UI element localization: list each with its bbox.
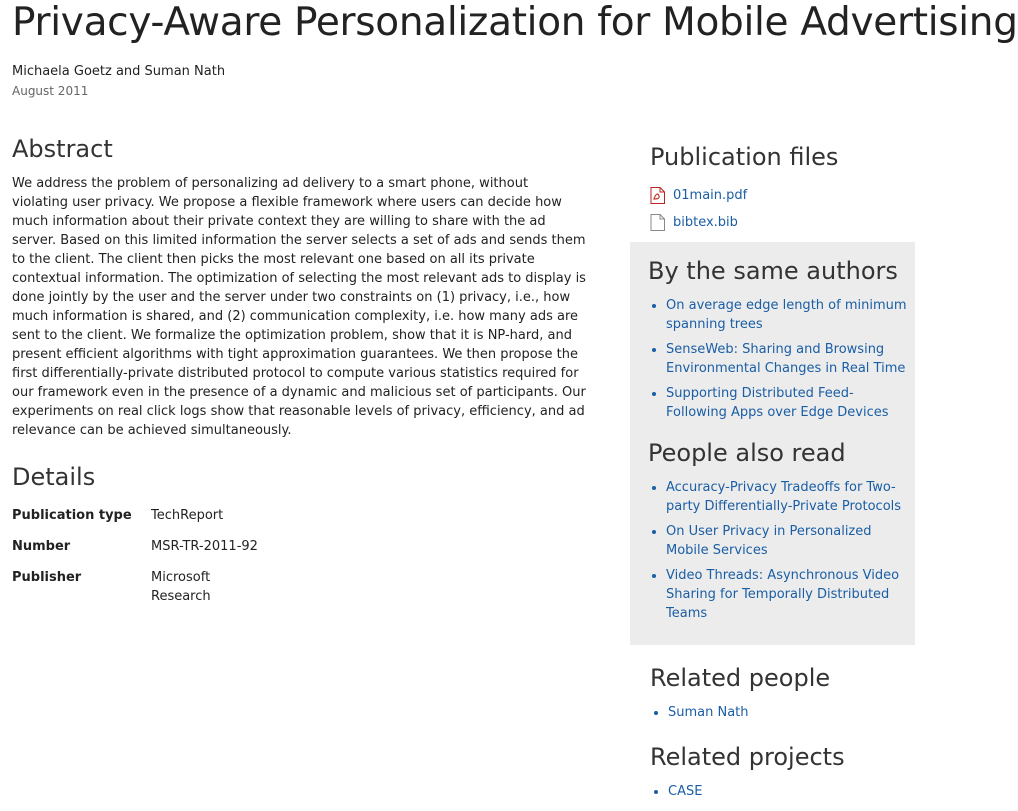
details-row: [12, 506, 261, 537]
details-key: Number: [12, 539, 71, 554]
list-item: [666, 296, 907, 334]
also-read-heading: People also read: [648, 439, 846, 467]
list-item: [666, 478, 907, 516]
list-item: [666, 384, 907, 422]
list-item: [666, 522, 907, 560]
details-heading: Details: [12, 463, 96, 491]
related-projects-heading: Related projects: [650, 743, 845, 771]
file-icon: [650, 214, 666, 231]
list-item: [666, 566, 907, 623]
publication-files-heading: Publication files: [650, 143, 839, 171]
details-table: [12, 506, 261, 618]
related-person-link[interactable]: Suman Nath: [668, 705, 749, 720]
related-people-list: [650, 703, 915, 722]
details-value: TechReport: [151, 508, 224, 523]
details-row: [12, 568, 261, 618]
details-key: Publication type: [12, 508, 132, 523]
list-item: [668, 782, 915, 801]
related-projects-section: [630, 732, 915, 801]
also-read-link[interactable]: On User Privacy in Personalized Mobile Services: [666, 524, 872, 558]
publication-date: August 2011: [12, 84, 89, 98]
same-authors-link[interactable]: SenseWeb: Sharing and Browsing Environmental Changes in Real Time: [666, 342, 906, 376]
file-link-label[interactable]: 01main.pdf: [673, 188, 748, 203]
file-link-bib[interactable]: [650, 209, 915, 236]
same-authors-link[interactable]: Supporting Distributed Feed-Following Apps over Edge Devices: [666, 386, 889, 420]
abstract-heading: Abstract: [12, 135, 113, 163]
related-people-section: [630, 645, 915, 722]
page-title: Privacy-Aware Personalization for Mobile Advertising: [12, 0, 1018, 45]
details-value: MSR-TR-2011-92: [151, 539, 258, 554]
also-read-link[interactable]: Video Threads: Asynchronous Video Sharing for Temporally Distributed Teams: [666, 568, 900, 621]
details-value: Microsoft Research: [151, 570, 211, 604]
details-key: Publisher: [12, 570, 82, 585]
main-content: [12, 132, 587, 618]
list-item: [668, 703, 915, 722]
authors: Michaela Goetz and Suman Nath: [12, 64, 226, 79]
related-project-link[interactable]: CASE: [668, 784, 703, 799]
details-row: [12, 537, 261, 568]
pdf-file-icon: [650, 187, 666, 204]
also-read-list: [648, 478, 907, 623]
related-reading-box: [630, 242, 915, 645]
same-authors-link[interactable]: On average edge length of minimum spanning trees: [666, 298, 907, 332]
file-link-label[interactable]: bibtex.bib: [673, 215, 738, 230]
sidebar: [630, 140, 915, 811]
list-item: [666, 340, 907, 378]
related-people-heading: Related people: [650, 664, 831, 692]
also-read-link[interactable]: Accuracy-Privacy Tradeoffs for Two-party Differentially-Private Protocols: [666, 480, 902, 514]
publication-files-section: [630, 140, 915, 242]
same-authors-heading: By the same authors: [648, 257, 898, 285]
same-authors-list: [648, 296, 907, 422]
file-link-pdf[interactable]: [650, 182, 915, 209]
related-projects-list: [650, 782, 915, 801]
abstract-text: We address the problem of personalizing ad delivery to a smart phone, without violating user privacy. We propose a flexible framework where users can decide how much information about their private context they are willing to share with the ad server. Based on this limited information the server selects a set of ads and sends them to the client. The client then picks the most relevant one based on all its private contextual information. The optimization of selecting the most relevant ads to display is done jointly by the user and the server under two constraints on (1) privacy, i.e., how much information is shared, and (2) communication complexity, i.e. how many ads are sent to the client. We formalize the optimization problem, show that it is NP-hard, and present efficient algorithms with tight approximation guarantees. We then propose the first differentially-private distributed protocol to compute various statistics required for our framework even in the presence of a dynamic and malicious set of participants. Our experiments on real click logs show that reasonable levels of privacy, efficiency, and ad relevance can be achieved simultaneously.: [12, 176, 586, 438]
